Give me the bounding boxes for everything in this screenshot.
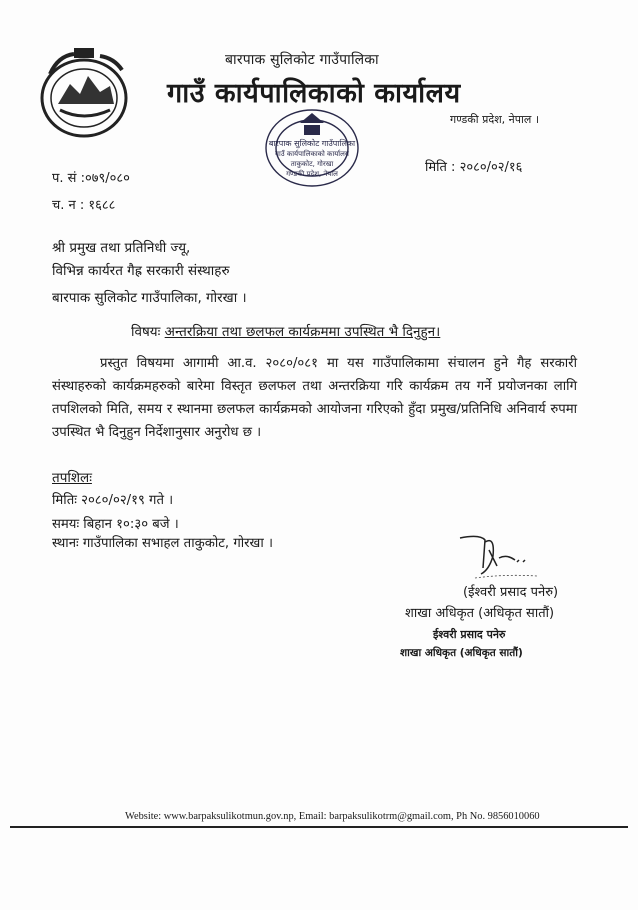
stamp-text-4: गण्डकी प्रदेश, नेपाल [286, 170, 338, 178]
municipality-emblem [30, 48, 138, 140]
details-place: स्थानः गाउँपालिका सभाहल ताकुकोट, गोरखा । [52, 536, 273, 551]
details-heading: तपशिलः [52, 470, 92, 486]
stamp-text-2: गाउँ कार्यपालिकाको कार्यालय [275, 150, 349, 158]
office-stamp [252, 103, 372, 189]
signatory-title: शाखा अधिकृत (अधिकृत सातौं) [405, 606, 555, 621]
name-seal-title: शाखा अधिकृत (अधिकृत सातौं) [400, 647, 523, 659]
letter-reference-number: प. सं :०७९/०८० [52, 171, 130, 186]
subject-line [131, 322, 440, 340]
dispatch-number: च. न : १६८८ [52, 198, 116, 213]
details-time: समयः बिहान १०:३० बजे । [52, 517, 179, 532]
stamp-text-1: बारपाक सुलिकोट गाउँपालिका [268, 139, 356, 148]
addressee-line-2: विभिन्न कार्यरत गैह्र सरकारी संस्थाहरु [52, 263, 230, 279]
signatory-name: (ईश्वरी प्रसाद पनेरु) [463, 585, 559, 600]
footer-divider [10, 826, 628, 828]
signature [455, 530, 540, 586]
municipality-name: बारपाक सुलिकोट गाउँपालिका [225, 52, 379, 68]
subject-label: विषयः [131, 324, 161, 340]
office-title: गाउँ कार्यपालिकाको कार्यालय [167, 78, 461, 109]
details-date: मितिः २०८०/०२/१९ गते । [52, 493, 174, 508]
name-seal-name: ईश्वरी प्रसाद पनेरु [433, 628, 506, 641]
addressee-line-1: श्री प्रमुख तथा प्रतिनिधी ज्यू, [52, 240, 191, 256]
addressee-line-3: बारपाक सुलिकोट गाउँपालिका, गोरखा । [52, 290, 247, 306]
province-text: गण्डकी प्रदेश, नेपाल । [450, 113, 539, 126]
letter-date: मिति : २०८०/०२/१६ [425, 160, 523, 175]
subject-text: अन्तरक्रिया तथा छलफल कार्यक्रममा उपस्थित भै दिनुहुन। [164, 324, 441, 340]
stamp-text-3: ताकुकोट, गोरखा [290, 160, 334, 168]
letter-body: प्रस्तुत विषयमा आगामी आ.व. २०८०/०८१ मा यस गाउँपालिकामा संचालन हुने गैह सरकारी संस्थाहरुको कार्यक्रमहरुको बारेमा विस्तृत छलफल तथा अन्तरक्रिया गरि कार्यक्रम तय गर्ने प्रयोजनका लागि तपशिलको मिति, समय र स्थानमा छलफल कार्यक्रमको आयोजना गरिएको हुँदा प्रमुख/प्रतिनिधि अनिवार्य रुपमा उपस्थित भै दिनुहुन निर्देशानुसार अनुरोध छ । [52, 356, 577, 440]
footer-contact: Website: www.barpaksulikotmun.gov.np, Email: barpaksulikotrm@gmail.com, Ph No. 9856010060 [125, 811, 540, 822]
